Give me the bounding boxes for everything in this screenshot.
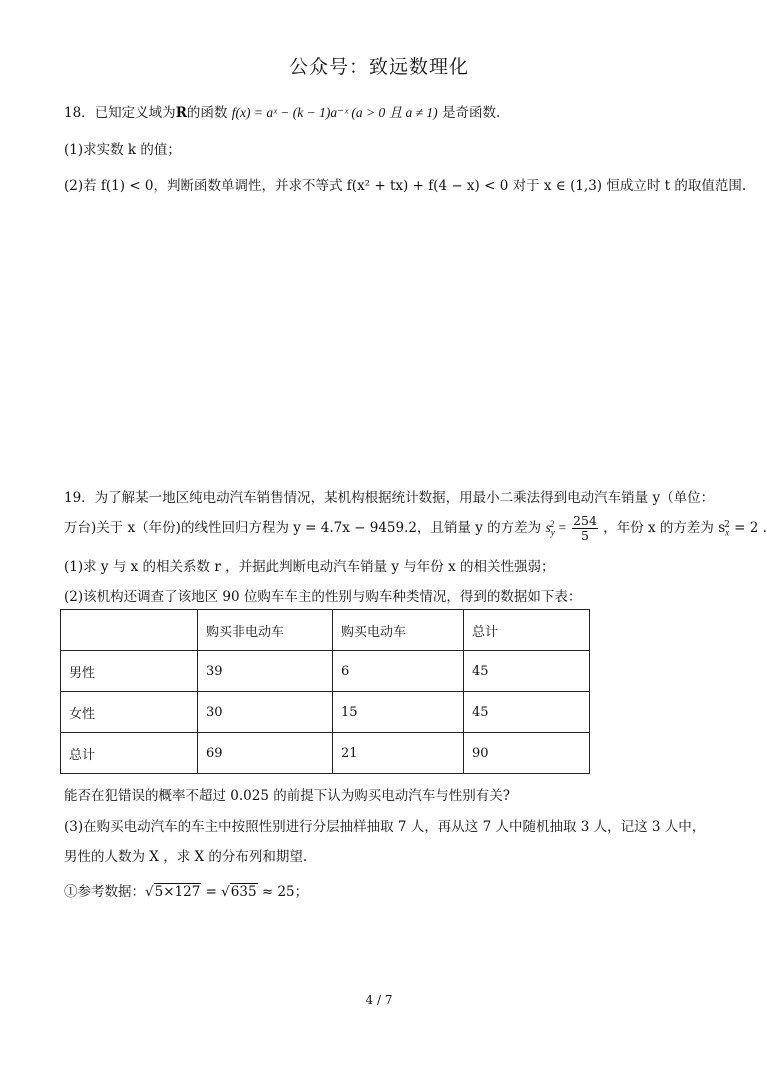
- table-header-cell: 总计: [464, 610, 590, 651]
- q19-line2-b: ，年份 x 的方差为 s: [603, 520, 726, 536]
- q19-line2-c: = 2 .: [729, 520, 767, 536]
- ref-expr2: 635: [230, 884, 257, 900]
- table-cell: 15: [333, 692, 464, 733]
- q19-part1: (1)求 y 与 x 的相关系数 r ，并据此判断电动汽车销量 y 与年份 x 的相关性强弱；: [64, 559, 555, 575]
- table-row: [61, 651, 590, 692]
- q19-line1: 19．为了解某一地区纯电动汽车销售情况，某机构根据统计数据，用最小二乘法得到电动汽车销量 y（单位：: [64, 490, 715, 506]
- q18-domain: R: [175, 105, 187, 121]
- q19-line2: 万台)关于 x（年份)的线性回归方程为 y = 4.7x − 9459.2，且销量 y 的方差为 $s_y^2$ = $\frac{254}{5}$ ，年份 x 的方差为 $s_x^2 = 2$ .: [64, 513, 767, 543]
- q19-reference: ①参考数据：√5×127 = √635 ≈ 25；: [64, 884, 309, 900]
- table-cell: 69: [198, 733, 333, 774]
- table-header-row: [61, 610, 590, 651]
- table-cell: 45: [464, 651, 590, 692]
- q19-after-table: 能否在犯错误的概率不超过 0.025 的前提下认为购买电动汽车与性别有关?: [64, 788, 510, 804]
- table-header-cell: 购买电动车: [333, 610, 464, 651]
- table-cell: 45: [464, 692, 590, 733]
- table-cell: 总计: [61, 733, 198, 774]
- table-cell: 男性: [61, 651, 198, 692]
- q18-formula: f(x) = aˣ − (k − 1)a⁻ˣ (a > 0 且 a ≠ 1): [231, 105, 438, 120]
- q19-sy2: $s_y^2$ =: [545, 518, 567, 538]
- table-header-cell: [61, 610, 198, 651]
- q19-part3-line2: 男性的人数为 X ，求 X 的分布列和期望.: [64, 849, 308, 865]
- q19-frac-den: 5: [581, 528, 589, 543]
- page-number: 4 / 7: [365, 993, 393, 1007]
- data-table: [60, 609, 590, 774]
- table-cell: 6: [333, 651, 464, 692]
- q18-number: 18．: [64, 105, 95, 121]
- table-cell: 女性: [61, 692, 198, 733]
- q18-suffix: 是奇函数.: [441, 105, 501, 121]
- q19-line2-a: 万台)关于 x（年份)的线性回归方程为 y = 4.7x − 9459.2，且销量 y 的方差为: [64, 520, 542, 536]
- q18-intro: 已知定义域为: [94, 105, 176, 121]
- q18-statement: [64, 101, 500, 121]
- q18-func-prefix: 的函数: [186, 105, 228, 121]
- table-header-cell: 购买非电动车: [198, 610, 333, 651]
- table-cell: 39: [198, 651, 333, 692]
- table-cell: 90: [464, 733, 590, 774]
- q18-part1: (1)求实数 k 的值；: [64, 142, 181, 158]
- table-row: [61, 692, 590, 733]
- table-cell: 21: [333, 733, 464, 774]
- ref-tail: ≈ 25；: [261, 884, 309, 900]
- page-header: 公众号：致远数理化: [288, 56, 469, 78]
- q19-part2: (2)该机构还调查了该地区 90 位购车车主的性别与购车种类情况，得到的数据如下表：: [64, 589, 582, 605]
- q19-part3-line1: (3)在购买电动汽车的车主中按照性别进行分层抽样抽取 7 人，再从这 7 人中随机抽取 3 人，记这 3 人中，: [64, 819, 706, 835]
- table-row: [61, 733, 590, 774]
- ref-label: ①参考数据：: [64, 884, 145, 900]
- table-cell: 30: [198, 692, 333, 733]
- q19-frac-num: 254: [573, 513, 597, 528]
- q19-variance-fraction: [572, 514, 598, 543]
- ref-expr1: 5×127: [154, 884, 201, 900]
- q18-part2: (2)若 f(1) < 0，判断函数单调性，并求不等式 f(x² + tx) + f(4 − x) < 0 对于 x ∈ (1,3) 恒成立时 t 的取值范围.: [64, 178, 747, 194]
